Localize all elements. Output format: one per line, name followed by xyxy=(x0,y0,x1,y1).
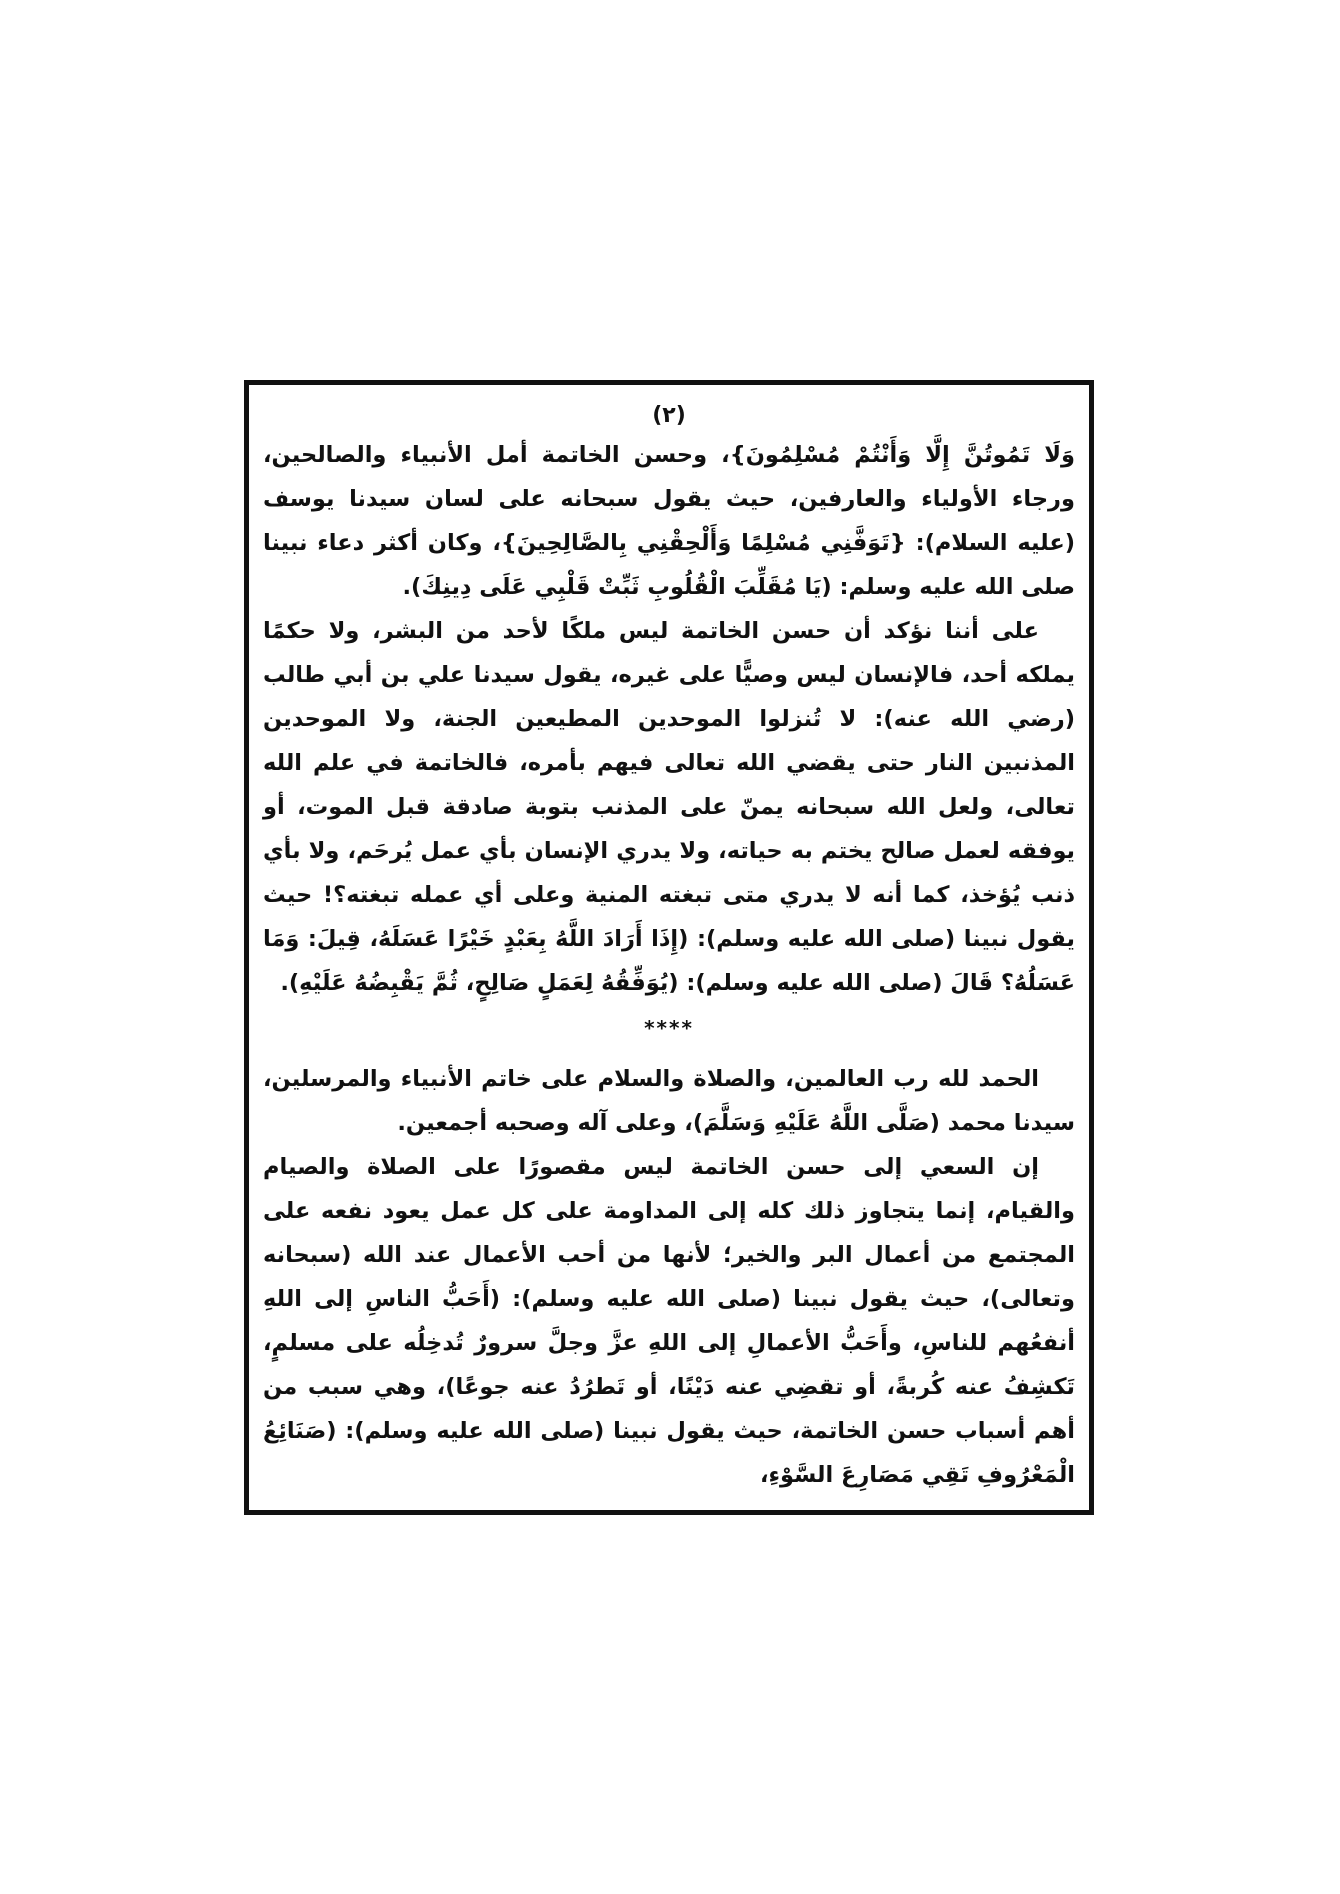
paragraph-4: إن السعي إلى حسن الخاتمة ليس مقصورًا على الصلاة والصيام والقيام، إنما يتجاوز ذلك كله إلى المداومة على كل عمل يعود نفعه على المجتمع من أعمال البر والخير؛ لأنها من أحب الأعمال عند الله (سبحانه وتعالى)، حيث يقول نبينا (صلى الله عليه وسلم): (أَحَبُّ الناسِ إلى اللهِ أنفعُهم للناسِ، وأَحَبُّ الأعمالِ إلى اللهِ عزَّ وجلَّ سرورٌ تُدخِلُه على مسلمٍ، تَكشِفُ عنه كُربةً، أو تقضِي عنه دَيْنًا، أو تَطرُدُ عنه جوعًا)، وهي سبب من أهم أسباب حسن الخاتمة، حيث يقول نبينا (صلى الله عليه وسلم): (صَنَائِعُ الْمَعْرُوفِ تَقِي مَصَارِعَ السَّوْءِ، xyxy=(263,1154,1075,1488)
paragraph-3: الحمد لله رب العالمين، والصلاة والسلام على خاتم الأنبياء والمرسلين، سيدنا محمد (صَلَّى اللَّهُ عَلَيْهِ وَسَلَّمَ)، وعلى آله وصحبه أجمعين. xyxy=(263,1066,1075,1136)
paragraph-2: على أننا نؤكد أن حسن الخاتمة ليس ملكًا لأحد من البشر، ولا حكمًا يملكه أحد، فالإنسان ليس وصيًّا على غيره، يقول سيدنا علي بن أبي طالب (رضي الله عنه): لا تُنزلوا الموحدين المطيعين الجنة، ولا الموحدين المذنبين النار حتى يقضي الله تعالى فيهم بأمره، فالخاتمة في علم الله تعالى، ولعل الله سبحانه يمنّ على المذنب بتوبة صادقة قبل الموت، أو يوفقه لعمل صالح يختم به حياته، ولا يدري الإنسان بأي عمل يُرحَم، ولا بأي ذنب يُؤخذ، كما أنه لا يدري متى تبغته المنية وعلى أي عمله تبغته؟! حيث يقول نبينا (صلى الله عليه وسلم): (إِذَا أَرَادَ اللَّهُ بِعَبْدٍ خَيْرًا عَسَلَهُ، قِيلَ: وَمَا عَسَلُهُ؟ قَالَ (صلى الله عليه وسلم): (يُوَفِّقُهُ لِعَمَلٍ صَالِحٍ، ثُمَّ يَقْبِضُهُ عَلَيْهِ). xyxy=(263,618,1075,996)
page-frame xyxy=(244,380,1094,1515)
section-separator: **** xyxy=(644,1016,694,1040)
page-number: (٢) xyxy=(652,403,686,428)
paragraph-1: وَلَا تَمُوتُنَّ إِلَّا وَأَنْتُمْ مُسْلِمُونَ}، وحسن الخاتمة أمل الأنبياء والصالحين، ورجاء الأولياء والعارفين، حيث يقول سبحانه على لسان سيدنا يوسف (عليه السلام): {تَوَفَّنِي مُسْلِمًا وَأَلْحِقْنِي بِالصَّالِحِينَ}، وكان أكثر دعاء نبينا صلى الله عليه وسلم: (يَا مُقَلِّبَ الْقُلُوبِ ثَبِّتْ قَلْبِي عَلَى دِينِكَ). xyxy=(263,442,1075,600)
